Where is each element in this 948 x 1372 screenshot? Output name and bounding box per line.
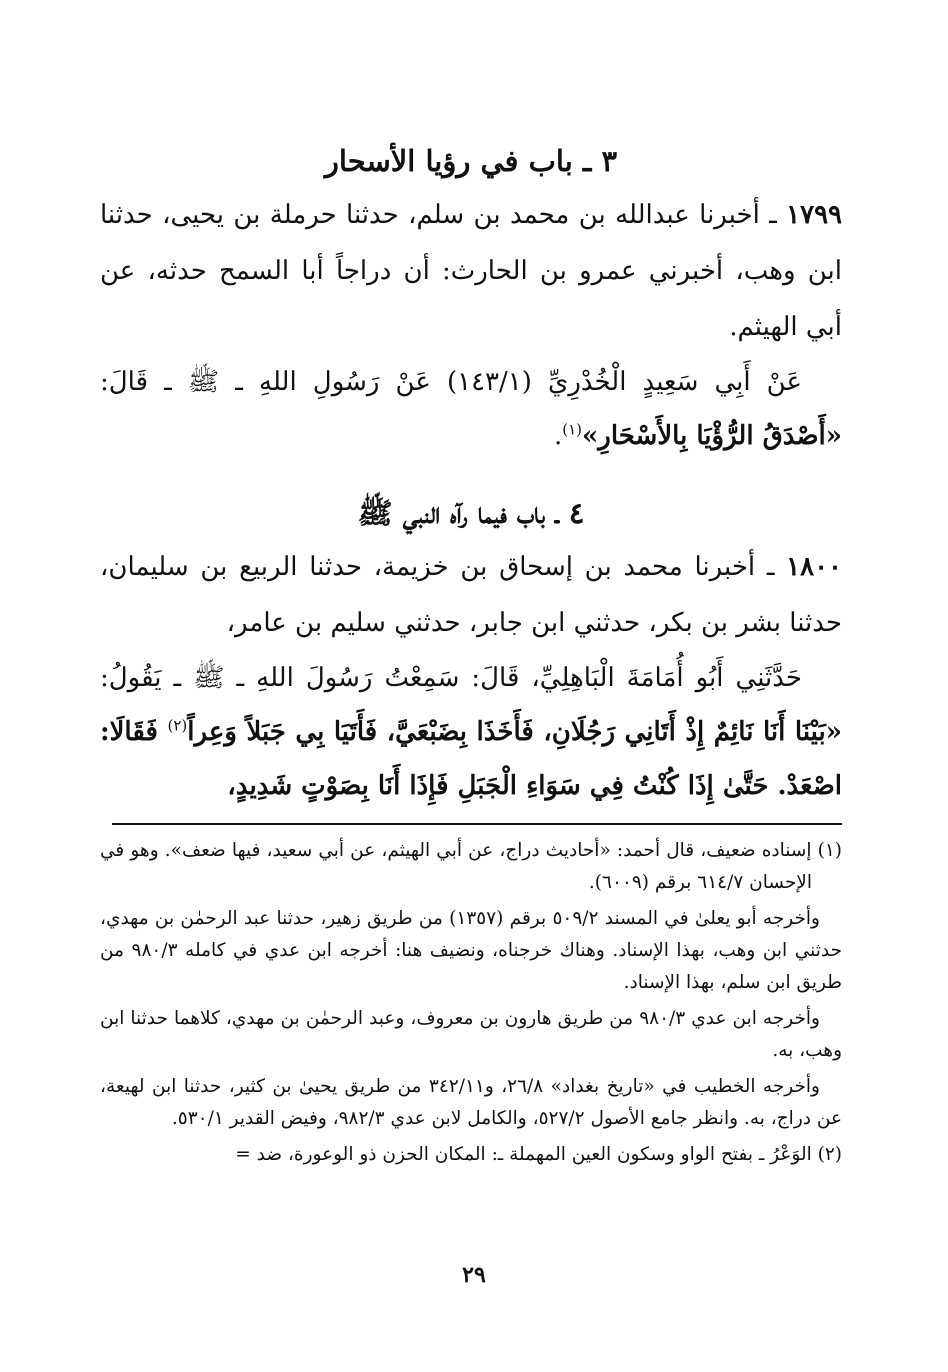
footnote-1-para-3: وأخرجه ابن عدي ٩٨٠/٣ من طريق هارون بن معروف، وعبد الرحمٰن بن مهدي، كلاهما حدثنا ابن وهب، به. (100, 1008, 842, 1061)
hadith-number: ١٨٠٠ (786, 552, 842, 582)
footnote-1-para-2: وأخرجه أبو يعلىٰ في المسند ٥٠٩/٢ برقم (١٣٥٧) من طريق زهير، حدثنا عبد الرحمٰن بن مهدي، حدثني ابن وهب، بهذا الإسناد. وهناك خرجناه، ونضيف هنا: أخرجه ابن عدي في كامله ٩٨٠/٣ من طريق ابن سلم، بهذا الإسناد. (100, 908, 843, 993)
hadith-1799-isnad (100, 187, 842, 355)
hadith-1800-text (100, 651, 842, 813)
hadith-matn-cont: فَقَالَا: اصْعَدْ. حَتَّىٰ إِذَا كُنْتُ فِي سَوَاءِ الْجَبَلِ فَإِذَا أَنَا بِصَوْتٍ شَدِيدٍ، (100, 717, 842, 801)
hadith-matn: «بَيْنَا أَنَا نَائِمٌ إِذْ أَتَانِي رَجُلَانِ، فَأَخَذَا بِضَبْعَيَّ، فَأَتَيَا بِي جَبَلاً وَعِراً (187, 717, 843, 747)
chapter-title-4: ٤ ـ باب فيما رآه النبي ﷺ (357, 496, 585, 530)
hadith-number: ١٧٩٩ (786, 200, 842, 230)
hadith-matn: «أَصْدَقُ الرُّؤْيَا بِالأَسْحَارِ» (582, 421, 842, 451)
isnad-text: ـ أخبرنا محمد بن إسحاق بن خزيمة، حدثنا الربيع بن سليمان، حدثنا بشر بن بكر، حدثني ابن جابر، حدثني سليم بن عامر، (100, 552, 842, 638)
footnote-ref[interactable]: (١) (562, 420, 583, 439)
hadith-1799-text (100, 355, 842, 463)
chapter-title-3: ٣ ـ باب في رؤيا الأسحار (324, 144, 618, 178)
footnote-1-para-4: وأخرجه الخطيب في «تاريخ بغداد» ٢٦/٨، و٣٤٢/١١ من طريق يحيىٰ بن كثير، حدثنا ابن لهيعة، عن دراج، به. وانظر جامع الأصول ٥٢٧/٢، والكامل لابن عدي ٩٨٢/٣، وفيض القدير ٥٣٠/١. (100, 1076, 842, 1129)
footnote-1: (١) إسناده ضعيف، قال أحمد: «أحاديث دراج، عن أبي الهيثم، عن أبي سعيد، فيها ضعف». وهو في الإحسان ٦١٤/٧ برقم (٦٠٠٩). (100, 840, 842, 893)
sentence-end: . (553, 421, 563, 451)
hadith-1800-isnad (100, 539, 842, 651)
narrator-line: عَنْ أَبِي سَعِيدٍ الْخُدْرِيِّ (١٤٣/١) عَنْ رَسُولِ اللهِ ـ ﷺ ـ قَالَ: (100, 367, 802, 397)
footnotes (100, 835, 842, 1171)
page-number: ٢٩ (462, 1262, 486, 1288)
isnad-text: ـ أخبرنا عبدالله بن محمد بن سلم، حدثنا حرملة بن يحيى، حدثنا ابن وهب، أخبرني عمرو بن الحارث: أن دراجاً أبا السمح حدثه، عن أبي الهيثم. (100, 200, 842, 342)
footnote-divider (112, 823, 842, 825)
footnote-ref[interactable]: (٢) (167, 716, 188, 735)
footnote-2: (٢) الوَعْرُ ـ بفتح الواو وسكون العين المهملة ـ: المكان الحزن ذو الوعورة، ضد = (235, 1144, 842, 1165)
narrator-line: حَدَّثَنِي أَبُو أُمَامَةَ الْبَاهِلِيِّ، قَالَ: سَمِعْتُ رَسُولَ اللهِ ـ ﷺ ـ يَقُولُ: (100, 663, 802, 693)
page-body (100, 135, 842, 1175)
